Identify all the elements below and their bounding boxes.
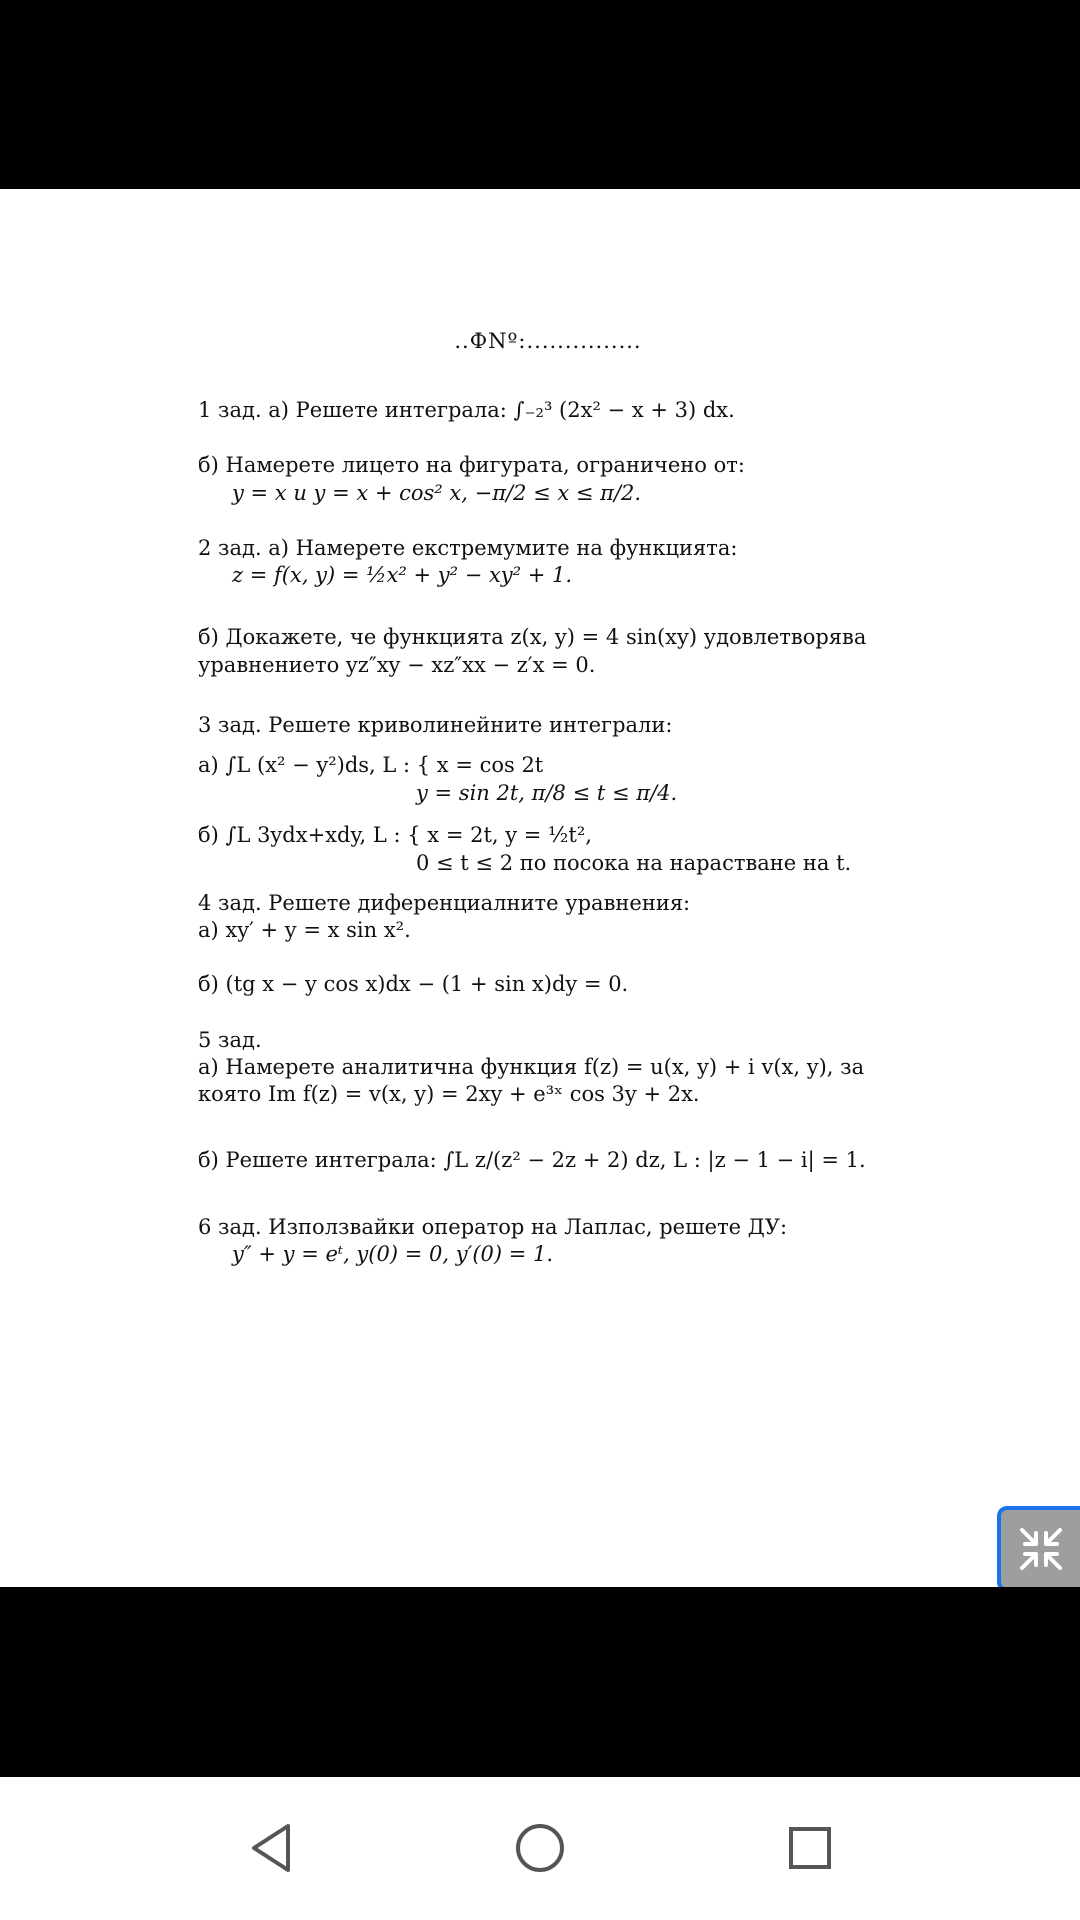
task-1b: б) Намерете лицето на фигурата, ограничено от: <box>198 453 745 477</box>
task-4a: а) xy′ + y = x sin x². <box>198 918 411 942</box>
back-button[interactable] <box>236 1813 306 1883</box>
task-4b: б) (tg x − y cos x)dx − (1 + sin x)dy = 0. <box>198 972 629 996</box>
bottom-black-bar <box>0 1587 1080 1777</box>
task-5a: а) Намерете аналитична функция f(z) = u(x, y) + i v(x, y), за <box>198 1055 865 1079</box>
collapse-button[interactable] <box>997 1506 1080 1592</box>
task-3: 3 зад. Решете криволинейните интеграли: <box>198 713 673 737</box>
task-1b-formula: y = x и y = x + cos² x, −π/2 ≤ x ≤ π/2. <box>232 481 642 505</box>
task-5b: б) Решете интеграла: ∫L z/(z² − 2z + 2) dz, L : |z − 1 − i| = 1. <box>198 1148 866 1172</box>
back-icon <box>248 1822 294 1874</box>
task-3b: б) ∫L 3ydx+xdy, L : { x = 2t, y = ½t², <box>198 823 592 847</box>
top-black-bar <box>0 0 1080 189</box>
task-5a-cont: която Im f(z) = v(x, y) = 2xy + e³ˣ cos 3y + 2x. <box>198 1082 700 1106</box>
system-navigation-bar <box>0 1777 1080 1920</box>
task-4: 4 зад. Решете диференциалните уравнения: <box>198 891 691 915</box>
task-2a-formula: z = f(x, y) = ½x² + y² − xy² + 1. <box>232 563 573 587</box>
task-6-formula: y″ + y = eᵗ, y(0) = 0, y′(0) = 1. <box>232 1242 554 1266</box>
task-3b-cont: 0 ≤ t ≤ 2 по посока на нарастване на t. <box>416 851 852 875</box>
home-button[interactable] <box>505 1813 575 1883</box>
task-2a: 2 зад. а) Намерете екстремумите на функцията: <box>198 536 738 560</box>
task-1a: 1 зад. а) Решете интеграла: ∫₋₂³ (2x² − x + 3) dx. <box>198 398 735 422</box>
collapse-icon <box>1014 1522 1068 1576</box>
home-icon <box>514 1822 566 1874</box>
task-2b-cont: уравнението yz″xy − xz″xx − z′x = 0. <box>198 653 596 677</box>
student-number-header: ..ФNº:............... <box>454 329 642 353</box>
task-5: 5 зад. <box>198 1028 262 1052</box>
task-3a: а) ∫L (x² − y²)ds, L : { x = cos 2t <box>198 753 544 777</box>
task-2b: б) Докажете, че функцията z(x, y) = 4 sin(xy) удовлетворява <box>198 625 867 649</box>
task-3a-cont: y = sin 2t, π/8 ≤ t ≤ π/4. <box>416 781 678 805</box>
task-6: 6 зад. Използвайки оператор на Лаплас, решете ДУ: <box>198 1215 788 1239</box>
document-viewer[interactable] <box>0 189 1080 1587</box>
recents-icon <box>787 1825 833 1871</box>
recents-button[interactable] <box>775 1813 845 1883</box>
